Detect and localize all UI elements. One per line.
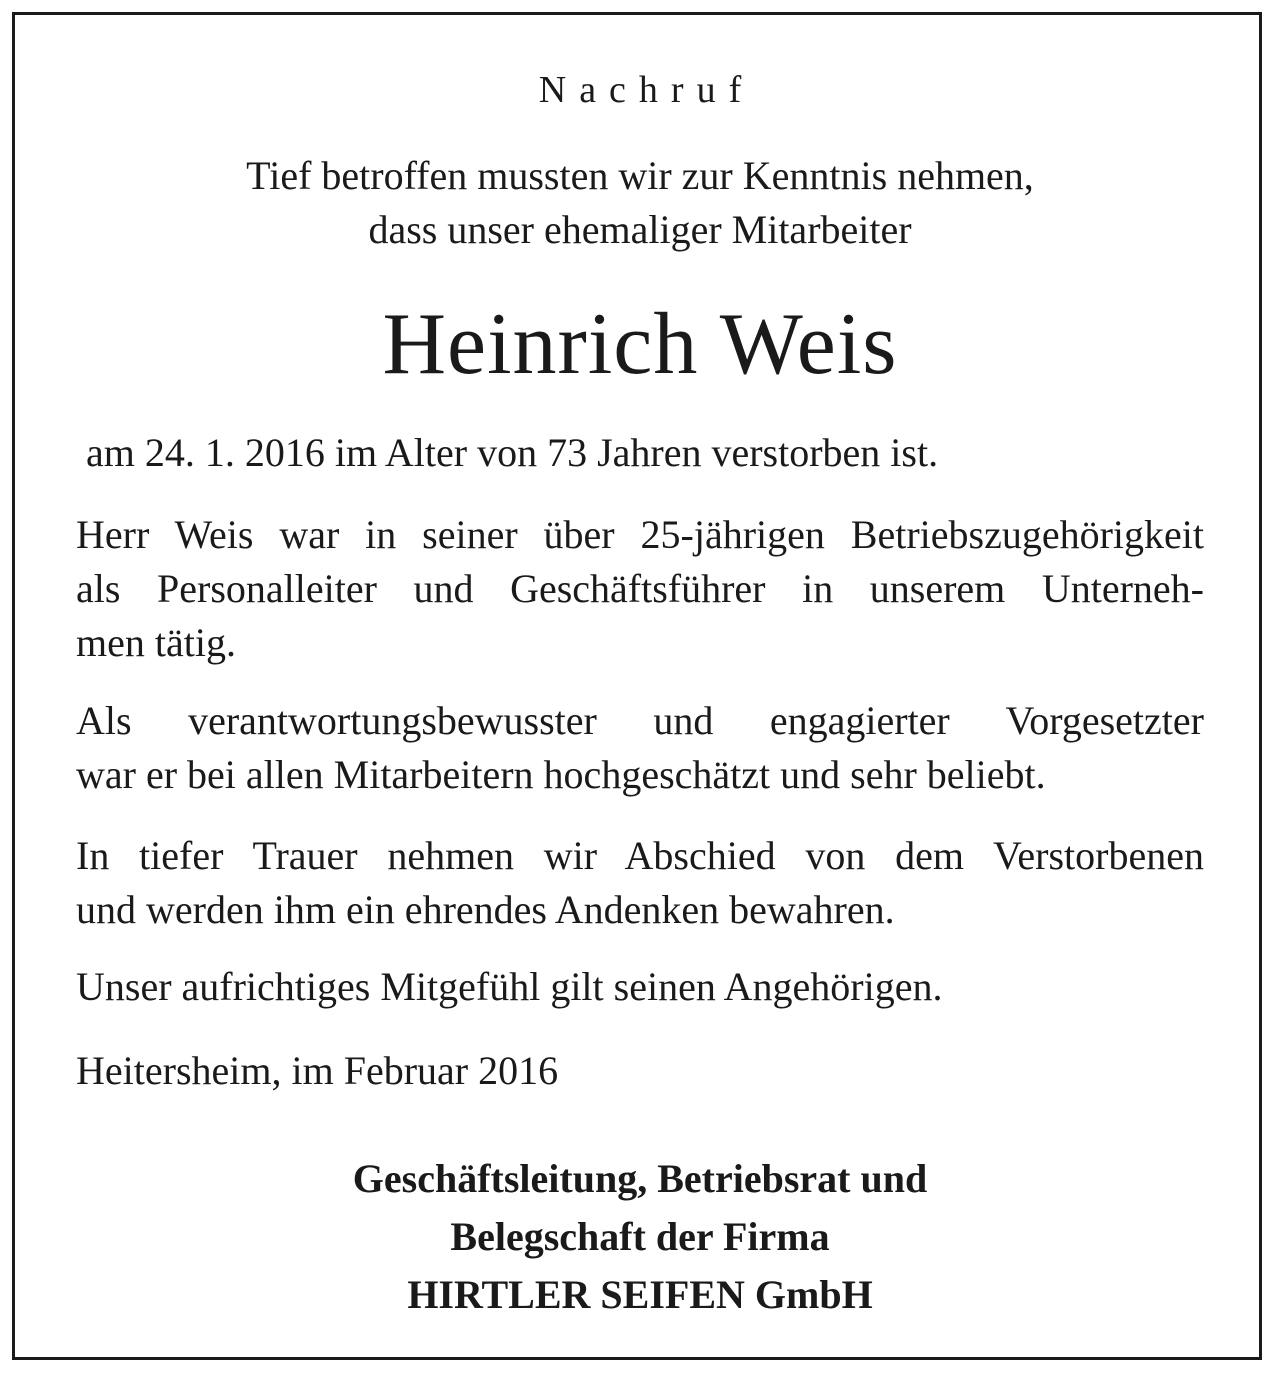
notice-heading: Nachruf bbox=[538, 69, 755, 111]
paragraph-career-line-2: als Personalleiter und Geschäftsführer in unserem Unterneh- bbox=[76, 566, 1204, 611]
paragraph-mourning bbox=[76, 829, 1204, 937]
paragraph-mourning-line-2: und werden ihm ein ehrendes Andenken bewahren. bbox=[76, 887, 895, 932]
deceased-name: Heinrich Weis bbox=[382, 296, 898, 393]
paragraph-character bbox=[76, 694, 1204, 802]
paragraph-career-line-1: Herr Weis war in seiner über 25-jährigen Betriebszugehörigkeit bbox=[76, 512, 1204, 557]
paragraph-condolence-line: Unser aufrichtiges Mitgefühl gilt seinen Angehörigen. bbox=[76, 964, 943, 1009]
signature-company: HIRTLER SEIFEN GmbH bbox=[407, 1272, 873, 1317]
signature-line-1: Geschäftsleitung, Betriebsrat und bbox=[352, 1156, 928, 1201]
paragraph-mourning-line-1: In tiefer Trauer nehmen wir Abschied von dem Verstorbenen bbox=[76, 833, 1204, 878]
paragraph-character-line-1: Als verantwortungsbewusster und engagierter Vorgesetzter bbox=[76, 698, 1204, 743]
place-and-date: Heitersheim, im Februar 2016 bbox=[76, 1048, 559, 1093]
paragraph-condolence bbox=[76, 960, 1204, 1014]
paragraph-career bbox=[76, 508, 1204, 670]
intro-line-2: dass unser ehemaliger Mitarbeiter bbox=[368, 207, 912, 252]
signature-line-2: Belegschaft der Firma bbox=[450, 1214, 830, 1259]
paragraph-career-line-3: men tätig. bbox=[76, 620, 236, 665]
intro-line-1: Tief betroffen mussten wir zur Kenntnis nehmen, bbox=[246, 153, 1034, 198]
paragraph-character-line-2: war er bei allen Mitarbeitern hochgeschätzt und sehr beliebt. bbox=[76, 752, 1046, 797]
death-date-line: am 24. 1. 2016 im Alter von 73 Jahren verstorben ist. bbox=[86, 430, 939, 475]
